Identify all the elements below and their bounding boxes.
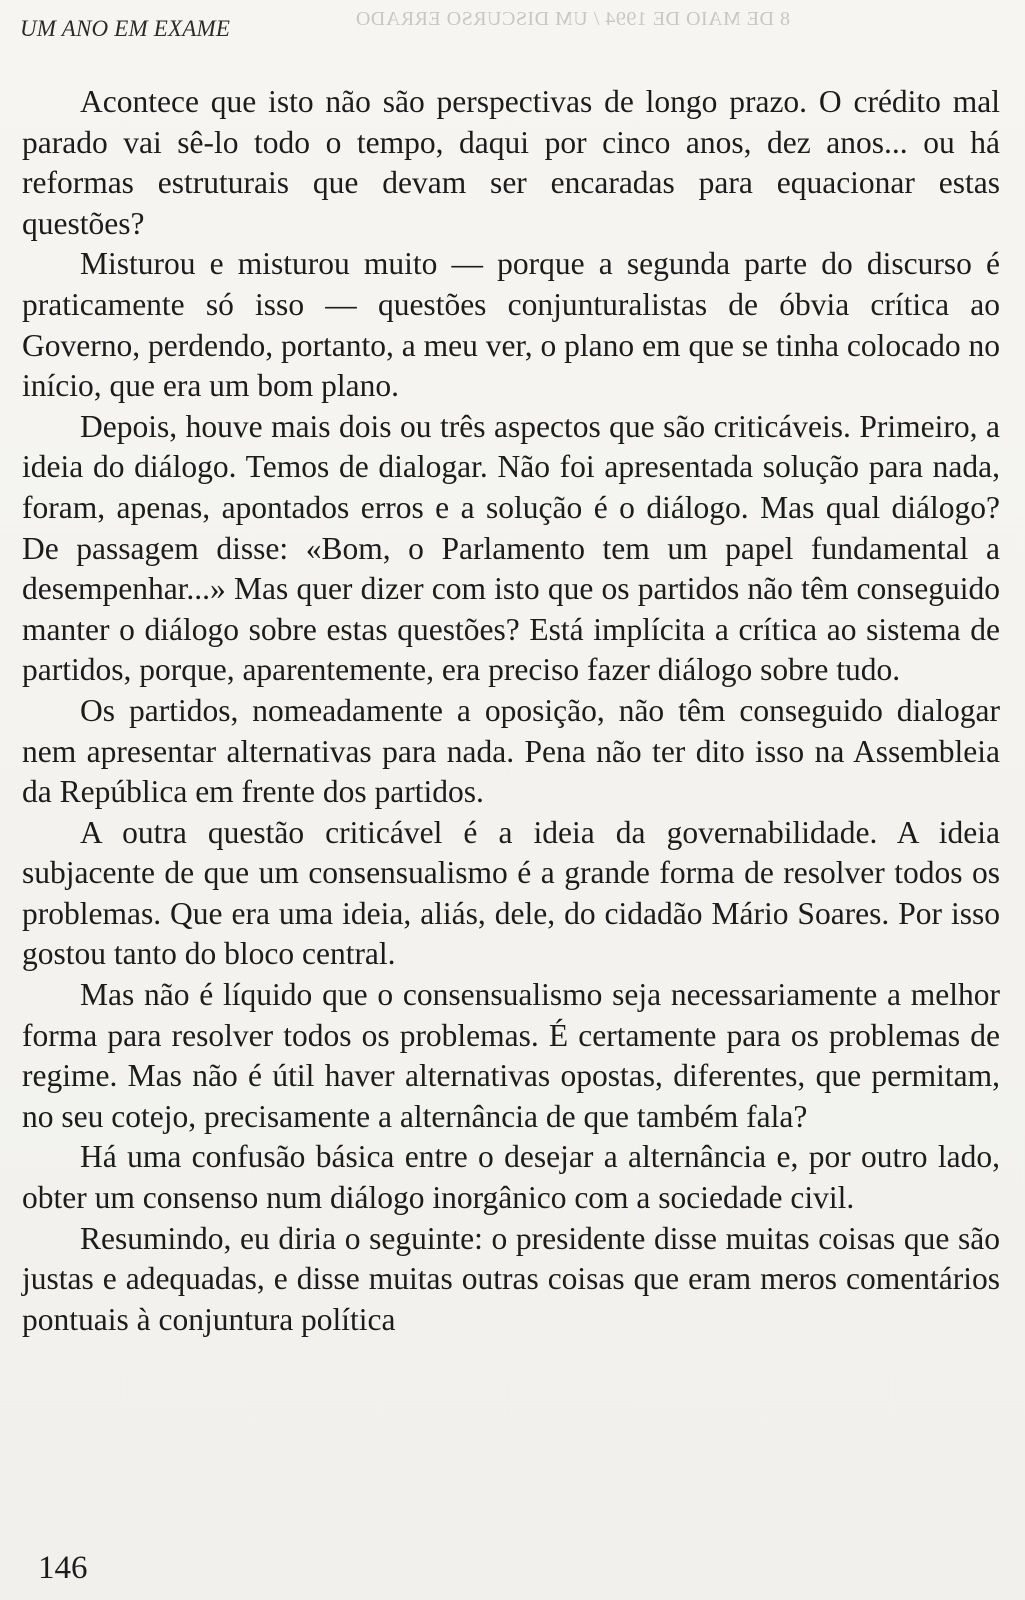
paragraph: A outra questão criticável é a ideia da governabilidade. A ideia subjacente de que um consensualismo é a grande forma de resolver todos os problemas. Que era uma ideia, aliás, dele, do cidadão Mário Soares. Por isso gostou tanto do bloco central. [22, 814, 1000, 972]
paragraph: Há uma confusão básica entre o desejar a alternância e, por outro lado, obter um consenso num diálogo inorgânico com a sociedade civil. [22, 1139, 1000, 1216]
paragraph: Acontece que isto não são perspectivas de longo prazo. O crédito mal parado vai sê-lo todo o tempo, daqui por cinco anos, dez anos... ou há reformas estruturais que devam ser encaradas para equacionar estas questões? [22, 84, 1000, 241]
bleed-through-header: 8 DE MAIO DE 1994 / UM DISCURSO ERRADO [355, 8, 790, 30]
page-number: 146 [38, 1550, 88, 1586]
paragraph: Resumindo, eu diria o seguinte: o presidente disse muitas coisas que são justas e adequadas, e disse muitas outras coisas que eram meros comentários pontuais à conjuntura política [22, 1220, 1000, 1337]
paragraph: Mas não é líquido que o consensualismo seja necessariamente a melhor forma para resolver todos os problemas. É certamente para os problemas de regime. Mas não é útil haver alternativas opostas, diferentes, que permitam, no seu cotejo, precisamente a alternância de que também fala? [22, 977, 1000, 1134]
body-text [22, 82, 1000, 1340]
running-header: UM ANO EM EXAME [20, 16, 231, 41]
paragraph: Depois, houve mais dois ou três aspectos que são criticáveis. Primeiro, a ideia do diálogo. Temos de dialogar. Não foi apresentada solução para nada, foram, apenas, apontados erros e a solução é o diálogo. Mas qual diálogo? De passagem disse: «Bom, o Parlamento tem um papel fundamental a desempenhar...» Mas quer dizer com isto que os partidos não têm conseguido manter o diálogo sobre estas questões? Está implícita a crítica ao sistema de partidos, porque, aparentemente, era preciso fazer diálogo sobre tudo. [22, 408, 1000, 688]
paragraph: Misturou e misturou muito — porque a segunda parte do discurso é praticamente só isso — questões conjunturalistas de óbvia crítica ao Governo, perdendo, portanto, a meu ver, o plano em que se tinha colocado no início, que era um bom plano. [22, 246, 1000, 404]
paragraph: Os partidos, nomeadamente a oposição, não têm conseguido dialogar nem apresentar alternativas para nada. Pena não ter dito isso na Assembleia da República em frente dos partidos. [22, 692, 1000, 810]
